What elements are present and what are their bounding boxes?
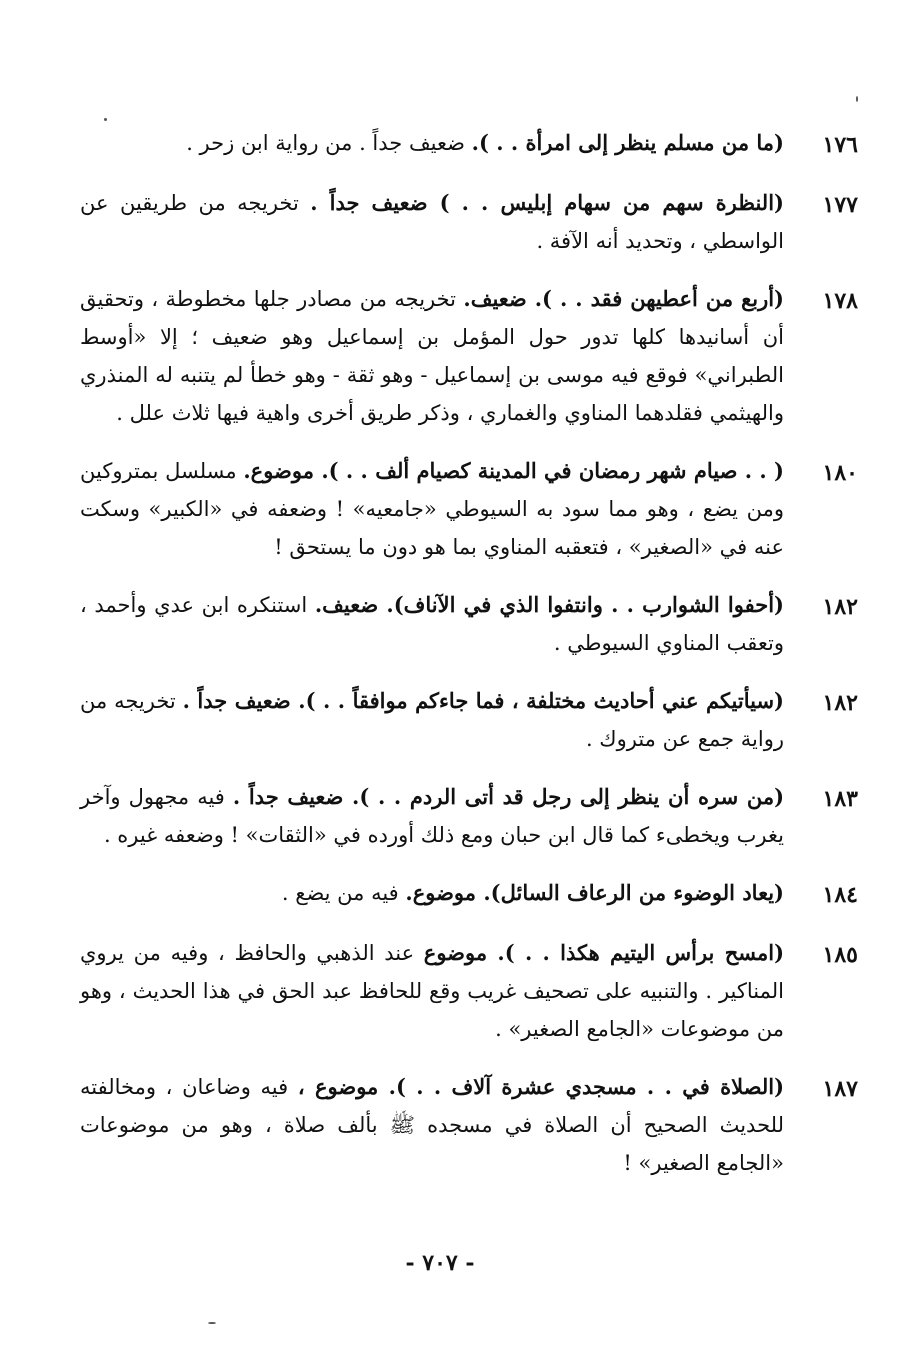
entry <box>80 778 858 854</box>
entry-number: ١٨٠ <box>822 460 858 486</box>
entry-number: ١٨٧ <box>822 1076 858 1102</box>
entry-number: ١٧٧ <box>822 192 858 218</box>
entry-body <box>80 452 784 566</box>
entry-commentary: استنكره ابن عدي وأحمد ، وتعقب المناوي السيوطي . <box>80 593 784 655</box>
entry-number: ١٧٨ <box>822 288 858 314</box>
entry-body <box>80 934 784 1048</box>
entry-body <box>80 682 784 758</box>
entry-commentary: تخريجه من رواية جمع عن متروك . <box>80 689 784 751</box>
hadith-text: (النظرة سهم من سهام إبليس . . ) ضعيف جداً . <box>310 190 784 215</box>
entry-commentary: عند الذهبي والحافظ ، وفيه من يروي المناكير . والتنبيه على تصحيف غريب وقع للحافظ عبد الحق في هذا الحديث ، وهو من موضوعات «الجامع الصغير» . <box>80 941 784 1041</box>
entry-body <box>80 586 784 662</box>
entry-commentary: فيه وضاعان ، ومخالفته للحديث الصحيح أن الصلاة في مسجده ﷺ بألف صلاة ، وهو من موضوعات «الجامع الصغير» ! <box>80 1075 784 1175</box>
entry-body <box>80 280 784 432</box>
entry-commentary: مسلسل بمتروكين ومن يضع ، وهو مما سود به السيوطي «جامعيه» ! وضعفه في «الكبير» وسكت عنه في «الصغير» ، فتعقبه المناوي بما هو دون ما يستحق ! <box>80 459 784 559</box>
scan-speck <box>104 118 107 121</box>
entry-commentary: ضعيف جداً . من رواية ابن زحر . <box>186 131 472 155</box>
entry <box>80 586 858 662</box>
hadith-text: (الصلاة في . . مسجدي عشرة آلاف . . ). موضوع ، <box>297 1074 785 1099</box>
entry-commentary: تخريجه من مصادر جلها مخطوطة ، وتحقيق أن أسانيدها كلها تدور حول المؤمل بن إسماعيل وهو ضعيف ؛ إلا «أوسط الطبراني» فوقع فيه موسى بن إسماعيل - وهو ثقة - وهو خطأ لم يتنبه له المنذري والهيثمي فقلدهما المناوي والغماري ، وذكر طريق أخرى واهية فيها ثلاث علل . <box>80 287 784 425</box>
hadith-text: (من سره أن ينظر إلى رجل قد أتى الردم . . ). ضعيف جداً . <box>232 784 784 809</box>
scan-speck <box>856 96 858 102</box>
entry-body <box>80 124 784 162</box>
hadith-entries <box>80 124 858 1202</box>
entry-body <box>80 1068 784 1182</box>
entry-number: ١٨٤ <box>822 882 858 908</box>
entry-commentary: تخريجه من طريقين عن الواسطي ، وتحديد أنه الآفة . <box>80 191 784 253</box>
entry <box>80 874 858 914</box>
hadith-text: (أحفوا الشوارب . . وانتفوا الذي في الآناف). ضعيف. <box>314 592 784 617</box>
hadith-text: (امسح برأس اليتيم هكذا . . ). موضوع <box>423 940 785 965</box>
scan-speck <box>208 1322 216 1324</box>
hadith-text: ( . . صيام شهر رمضان في المدينة كصيام ألف . . ). موضوع. <box>243 458 784 483</box>
entry <box>80 682 858 758</box>
entry-commentary: فيه مجهول وآخر يغرب ويخطىء كما قال ابن حبان ومع ذلك أورده في «الثقات» ! وضعفه غيره . <box>80 785 784 847</box>
entry-body <box>80 778 784 854</box>
entry <box>80 934 858 1048</box>
entry-number: ١٧٦ <box>822 132 858 158</box>
entry-commentary: فيه من يضع . <box>281 881 406 905</box>
entry-number: ١٨٣ <box>822 786 858 812</box>
entry <box>80 452 858 566</box>
entry <box>80 1068 858 1182</box>
entry-number: ١٨٢ <box>822 690 858 716</box>
hadith-text: (ما من مسلم ينظر إلى امرأة . . ). <box>471 130 784 155</box>
entry <box>80 280 858 432</box>
entry-body <box>80 184 784 260</box>
entry-body <box>80 874 784 912</box>
page-number: - ٧٠٧ - <box>405 1250 475 1276</box>
entry-number: ١٨٥ <box>822 942 858 968</box>
entry <box>80 124 858 164</box>
hadith-text: (أربع من أعطيهن فقد . . ). ضعيف. <box>463 286 784 311</box>
hadith-text: (سيأتيكم عني أحاديث مختلفة ، فما جاءكم موافقاً . . ). ضعيف جداً . <box>182 688 784 713</box>
hadith-text: (يعاد الوضوء من الرعاف السائل). موضوع. <box>405 880 784 905</box>
entry <box>80 184 858 260</box>
entry-number: ١٨٢ <box>822 594 858 620</box>
